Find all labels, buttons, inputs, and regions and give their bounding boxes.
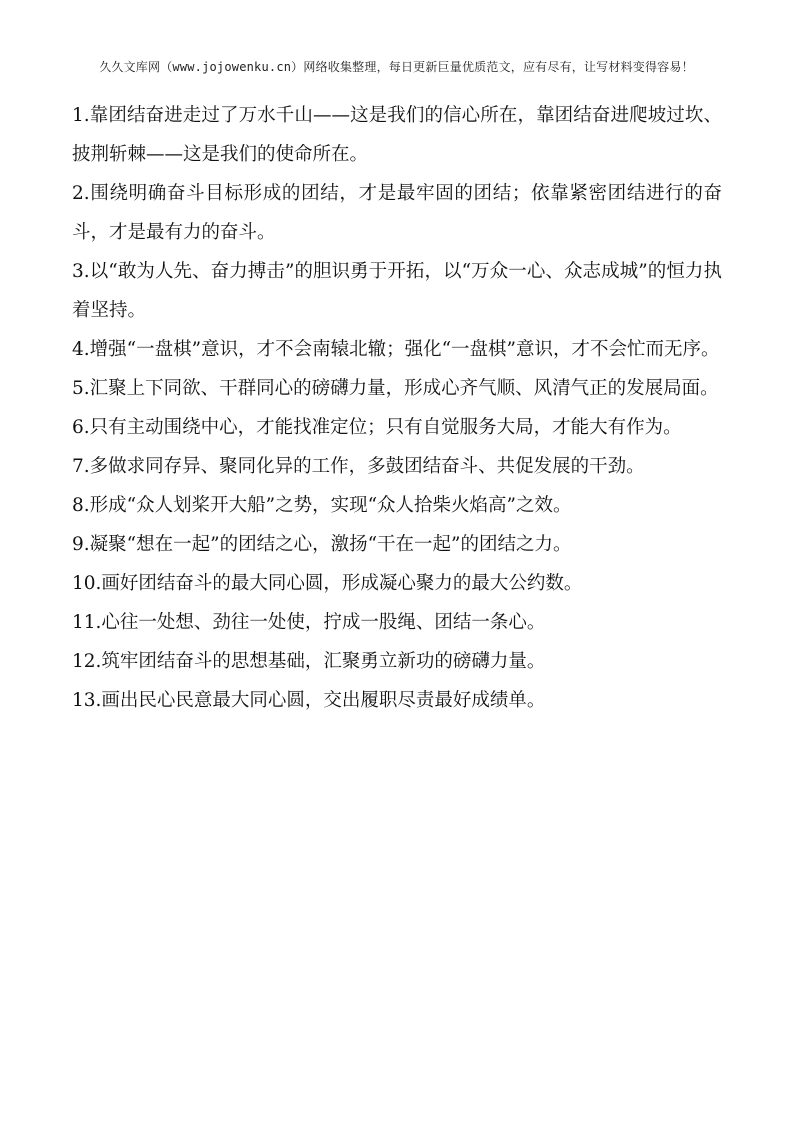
list-item: 13.画出民心民意最大同心圆，交出履职尽责最好成绩单。 bbox=[72, 690, 546, 711]
list-item: 5.汇聚上下同欲、干群同心的磅礴力量，形成心齐气顺、风清气正的发展局面。 bbox=[72, 378, 719, 399]
page-header: 久久文库网（www.jojowenku.cn）网络收集整理，每日更新巨量优质范文，应有尽有，让写材料变得容易！ bbox=[99, 60, 694, 74]
list-item: 6.只有主动围绕中心，才能找准定位；只有自觉服务大局，才能大有作为。 bbox=[72, 417, 682, 438]
list-item: 11.心往一处想、劲往一处使，拧成一股绳、团结一条心。 bbox=[72, 612, 546, 633]
list-item: 2.围绕明确奋斗目标形成的团结，才是最牢固的团结；依靠紧密团结进行的奋斗，才是最有力的奋斗。 bbox=[72, 183, 722, 243]
list-item: 4.增强“一盘棋”意识，才不会南辕北辙；强化“一盘棋”意识，才不会忙而无序。 bbox=[72, 339, 720, 360]
list-item: 7.多做求同存异、聚同化异的工作，多鼓团结奋斗、共促发展的干劲。 bbox=[72, 456, 645, 477]
list-item: 8.形成“众人划桨开大船”之势，实现“众人拾柴火焰高”之效。 bbox=[72, 495, 572, 516]
list-item: 12.筑牢团结奋斗的思想基础，汇聚勇立新功的磅礴力量。 bbox=[72, 651, 546, 672]
list-item: 3.以“敢为人先、奋力搏击”的胆识勇于开拓，以“万众一心、众志成城”的恒力执着坚持。 bbox=[72, 261, 722, 321]
list-item: 1.靠团结奋进走过了万水千山——这是我们的信心所在，靠团结奋进爬坡过坎、披荆斩棘——这是我们的使命所在。 bbox=[72, 105, 722, 165]
document-body bbox=[72, 96, 722, 720]
list-item: 10.画好团结奋斗的最大同心圆，形成凝心聚力的最大公约数。 bbox=[72, 573, 583, 594]
list-item: 9.凝聚“想在一起”的团结之心，激扬“干在一起”的团结之力。 bbox=[72, 534, 572, 555]
